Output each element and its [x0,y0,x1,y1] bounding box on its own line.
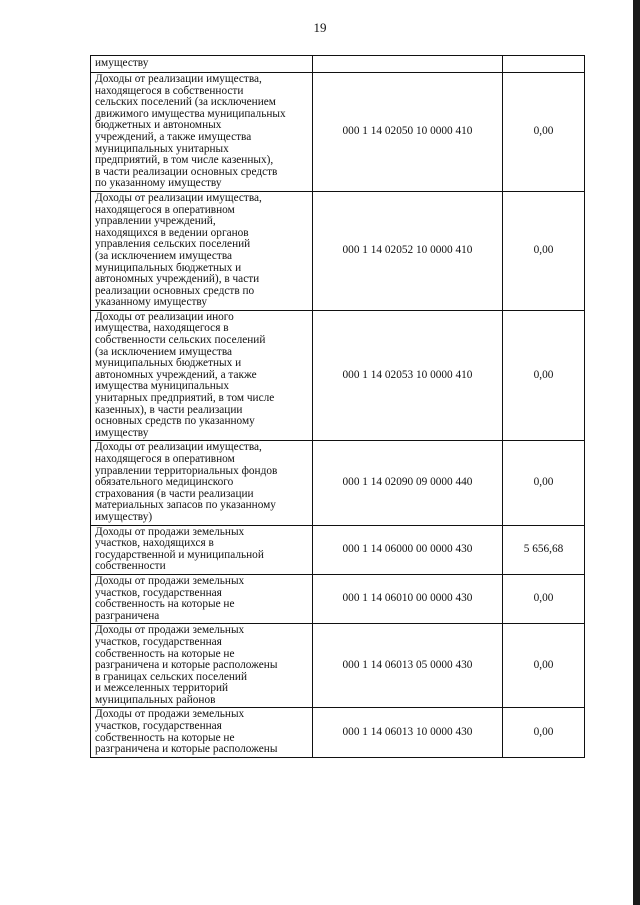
row-description: Доходы от реализации имущества, находящегося в оперативном управлении учреждений, находящихся в ведении органов управления сельских поселений (за исключением имущества муниципальных бюджетных и автономных учреждений), в части реализации основных средств по указанному имуществу [91,191,313,310]
row-amount: 0,00 [503,708,585,757]
row-amount: 0,00 [503,73,585,192]
row-amount: 5 656,68 [503,525,585,574]
table-row [91,441,585,525]
revenue-table [90,55,585,758]
row-description: Доходы от продажи земельных участков, государственная собственность на которые не разграничена [91,574,313,623]
row-description: Доходы от реализации иного имущества, находящегося в собственности сельских поселений (за исключением имущества муниципальных бюджетных и автономных учреждений, а также имущества муниципальных унитарных предприятий, в том числе казенных), в части реализации основных средств по указанному имуществу [91,310,313,441]
row-description: Доходы от продажи земельных участков, государственная собственность на которые не разграничена и которые расположены в границах сельских поселений и межселенных территорий муниципальных районов [91,624,313,708]
row-code: 000 1 14 02090 09 0000 440 [313,441,503,525]
table-row [91,191,585,310]
row-code: 000 1 14 02053 10 0000 410 [313,310,503,441]
row-amount [503,56,585,73]
table-row-continuation [91,56,585,73]
page-number: 19 [313,20,327,35]
row-code: 000 1 14 06010 00 0000 430 [313,574,503,623]
row-description: Доходы от продажи земельных участков, находящихся в государственной и муниципальной собственности [91,525,313,574]
table-row [91,624,585,708]
row-code: 000 1 14 02050 10 0000 410 [313,73,503,192]
row-amount: 0,00 [503,310,585,441]
revenue-table-body [91,56,585,758]
row-code [313,56,503,73]
row-amount: 0,00 [503,191,585,310]
row-description: Доходы от реализации имущества, находящегося в оперативном управлении территориальных фондов обязательного медицинского страхования (в части реализации материальных запасов по указанному имуществу) [91,441,313,525]
row-code: 000 1 14 06013 10 0000 430 [313,708,503,757]
row-amount: 0,00 [503,574,585,623]
row-code: 000 1 14 06013 05 0000 430 [313,624,503,708]
row-amount: 0,00 [503,624,585,708]
row-code: 000 1 14 06000 00 0000 430 [313,525,503,574]
scan-edge [633,0,640,905]
row-code: 000 1 14 02052 10 0000 410 [313,191,503,310]
table-row [91,310,585,441]
row-description: имуществу [91,56,313,73]
table-row [91,708,585,757]
table-row [91,73,585,192]
row-amount: 0,00 [503,441,585,525]
table-row [91,574,585,623]
row-description: Доходы от продажи земельных участков, государственная собственность на которые не разграничена и которые расположены [91,708,313,757]
row-description: Доходы от реализации имущества, находящегося в собственности сельских поселений (за исключением движимого имущества муниципальных бюджетных и автономных учреждений, а также имущества муниципальных унитарных предприятий, в том числе казенных), в части реализации основных средств по указанному имуществу [91,73,313,192]
table-row [91,525,585,574]
